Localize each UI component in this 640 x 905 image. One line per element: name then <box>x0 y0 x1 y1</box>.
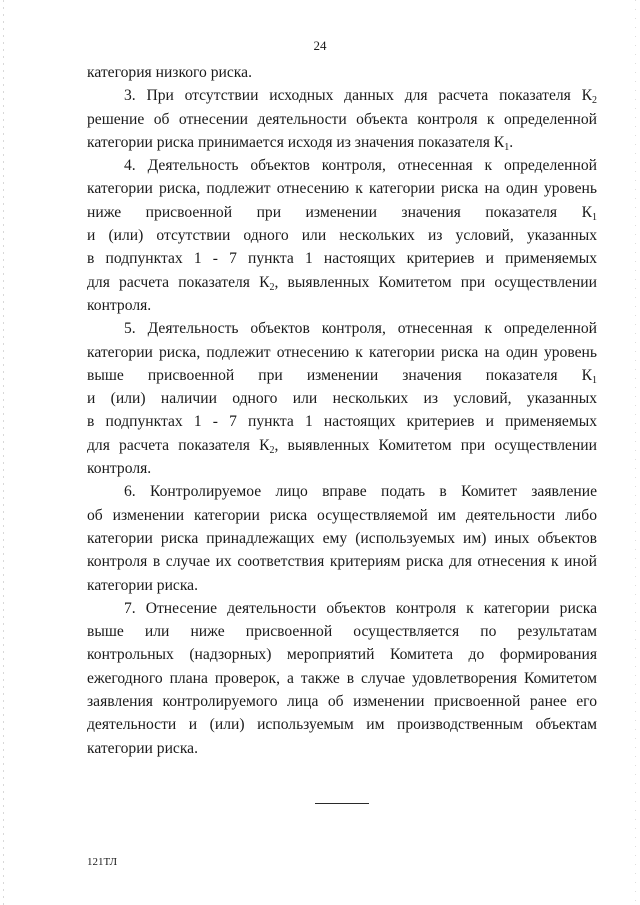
text-line: категории риска. <box>87 576 199 594</box>
document-body <box>87 61 597 760</box>
text-line: категории риска, подлежит отнесению к категории риска на один уровень <box>87 180 597 198</box>
text-line: 4. Деятельность объектов контроля, отнесенная к определенной <box>124 157 597 175</box>
text-line: в подпунктах 1 - 7 пункта 1 настоящих критериев и применяемых <box>87 250 597 268</box>
text-line: выше присвоенной при изменении значения показателя $К_1$ <box>87 366 597 386</box>
paragraph-6 <box>87 480 597 596</box>
text-line: 5. Деятельность объектов контроля, отнесенная к определенной <box>124 320 597 338</box>
text-line: категории риска. <box>87 739 199 757</box>
text-line: 7. Отнесение деятельности объектов контроля к категории риска <box>124 599 597 617</box>
paragraph-continuation <box>87 61 597 84</box>
scan-edge-right <box>635 0 636 905</box>
text-line: заявления контролируемого лица об изменении присвоенной ранее его <box>87 693 597 711</box>
text-line: в подпунктах 1 - 7 пункта 1 настоящих критериев и применяемых <box>87 413 597 431</box>
text-line: об изменении категории риска осуществляемой им деятельности либо <box>87 506 597 524</box>
scan-edge-left <box>3 0 4 905</box>
text-line: 3. При отсутствии исходных данных для расчета показателя $К_2$ <box>124 87 597 107</box>
text-line: категории риска принадлежащих ему (используемых им) иных объектов <box>87 529 597 547</box>
text-line: деятельности и (или) используемым им производственным объектам <box>87 716 597 734</box>
text-line: категория низкого риска. <box>87 64 252 81</box>
paragraph-3 <box>87 84 597 154</box>
paragraph-4 <box>87 154 597 317</box>
text-line: категории риска, подлежит отнесению к категории риска на один уровень <box>87 343 597 361</box>
text-line: ежегодного плана проверок, а также в случае удовлетворения Комитетом <box>87 669 597 687</box>
text-line: для расчета показателя $К_2$, выявленных Комитетом при осуществлении <box>87 436 598 456</box>
text-line: контрольных (надзорных) мероприятий Комитета до формирования <box>87 646 597 664</box>
text-line: и (или) наличии одного или нескольких из условий, указанных <box>87 390 597 408</box>
text-line: контроля. <box>87 460 152 478</box>
paragraph-7 <box>87 597 597 760</box>
text-line: ниже присвоенной при изменении значения показателя $К_1$ <box>87 203 597 223</box>
page-number: 24 <box>313 38 327 53</box>
text-line: контроля. <box>87 296 152 314</box>
paragraph-5 <box>87 317 597 480</box>
text-line: и (или) отсутствии одного или нескольких из условий, указанных <box>87 227 597 245</box>
text-line: решение об отнесении деятельности объекта контроля к определенной <box>87 110 597 128</box>
text-line: для расчета показателя $К_2$, выявленных Комитетом при осуществлении <box>87 273 598 293</box>
text-line: 6. Контролируемое лицо вправе подать в Комитет заявление <box>124 483 597 501</box>
text-line: категории риска принимается исходя из значения показателя $К_1$. <box>87 133 514 153</box>
end-separator-line <box>315 803 369 804</box>
footer-document-code: 121ТЛ <box>87 856 118 868</box>
text-line: выше или ниже присвоенной осуществляется по результатам <box>87 623 597 641</box>
text-line: контроля в случае их соответствия критериям риска для отнесения к иной <box>87 553 597 571</box>
